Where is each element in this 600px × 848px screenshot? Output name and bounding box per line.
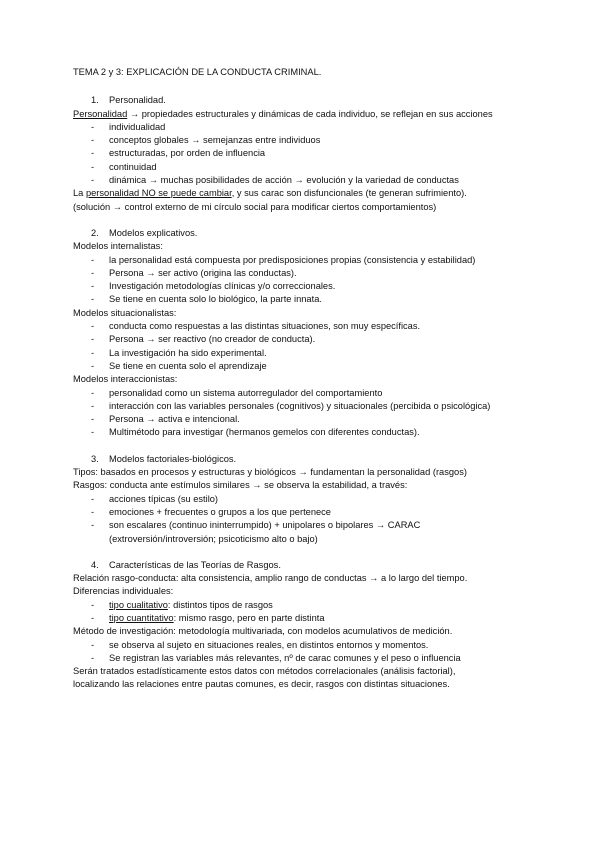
group-label: Modelos situacionalistas: xyxy=(73,307,177,318)
section-4-heading: 4. Características de las Teorías de Rasgos. xyxy=(91,559,281,570)
metodo-line: Método de investigación: metodología multivariada, con modelos acumulativos de medición. xyxy=(73,626,453,637)
list-item: - conducta como respuestas a las distintas situaciones, son muy específicas. xyxy=(91,321,421,332)
list-item: - tipo cualitativo: distintos tipos de rasgos xyxy=(91,599,273,610)
list-item: - acciones típicas (su estilo) xyxy=(91,493,219,504)
list-item: - personalidad como un sistema autorregulador del comportamiento xyxy=(91,387,383,398)
document-page xyxy=(73,66,553,692)
list-item: - dinámica → muchas posibilidades de acción → evolución y la variedad de conductas xyxy=(91,175,459,186)
section-1-heading: 1. Personalidad. xyxy=(91,95,166,106)
diferencias-label: Diferencias individuales: xyxy=(73,586,174,597)
final-paragraph-line-1: Serán tratados estadísticamente estos datos con métodos correlacionales (análisis factorial), xyxy=(73,666,456,677)
list-item-continuation: (extroversión/introversión; psicoticismo alto o bajo) xyxy=(109,533,318,544)
list-item: - individualidad xyxy=(91,121,166,132)
group-label: Modelos interaccionistas: xyxy=(73,374,178,385)
list-item: - continuidad xyxy=(91,161,157,172)
list-item: - La investigación ha sido experimental. xyxy=(91,347,267,358)
list-item: - son escalares (continuo ininterrumpido) + unipolares o bipolares → CARAC xyxy=(91,520,421,531)
solution-note: (solución → control externo de mi círculo social para modificar ciertos comportamientos) xyxy=(73,201,437,212)
section-3-heading: 3. Modelos factoriales-biológicos. xyxy=(91,453,237,464)
section-2-heading: 2. Modelos explicativos. xyxy=(91,227,198,238)
personalidad-definition: Personalidad → propiedades estructurales y dinámicas de cada individuo, se reflejan en sus acciones xyxy=(73,108,493,119)
list-item: - Investigación metodologías clínicas y/o correccionales. xyxy=(91,281,336,292)
list-item: - Se registran las variables más relevantes, nº de carac comunes y el peso o influencia xyxy=(91,652,461,663)
list-item: - conceptos globales → semejanzas entre individuos xyxy=(91,135,321,146)
list-item: - la personalidad está compuesta por predisposiciones propias (consistencia y estabilidad) xyxy=(91,254,476,265)
group-label: Modelos internalistas: xyxy=(73,241,163,252)
list-item: - tipo cuantitativo: mismo rasgo, pero en parte distinta xyxy=(91,612,325,623)
list-item: - se observa al sujeto en situaciones reales, en distintos entornos y momentos. xyxy=(91,639,429,650)
list-item: - Se tiene en cuenta solo el aprendizaje xyxy=(91,360,267,371)
list-item: - emociones + frecuentes o grupos a los que pertenece xyxy=(91,506,331,517)
document-title: TEMA 2 y 3: EXPLICACIÓN DE LA CONDUCTA CRIMINAL. xyxy=(73,67,322,77)
final-paragraph-line-2: localizando las relaciones entre pautas comunes, es decir, rasgos con distintas situaciones. xyxy=(73,679,450,690)
tipos-line: Tipos: basados en procesos y estructuras y biológicos → fundamentan la personalidad (rasgos) xyxy=(73,467,467,478)
personalidad-note: La personalidad NO se puede cambiar, y sus carac son disfuncionales (te generan sufrimiento). xyxy=(73,188,467,199)
rasgos-line: Rasgos: conducta ante estímulos similares → se observa la estabilidad, a través: xyxy=(73,480,408,491)
list-item: - interacción con las variables personales (cognitivos) y situacionales (percibida o psicológica) xyxy=(91,400,491,411)
list-item: - Multimétodo para investigar (hermanos gemelos con diferentes conductas). xyxy=(91,427,420,438)
list-item: - Se tiene en cuenta solo lo biológico, la parte innata. xyxy=(91,294,322,305)
relacion-line: Relación rasgo-conducta: alta consistencia, amplio rango de conductas → a lo largo del tiempo. xyxy=(73,573,468,584)
list-item: - Persona → ser reactivo (no creador de conducta). xyxy=(91,334,316,345)
list-item: - Persona → activa e intencional. xyxy=(91,414,240,425)
list-item: - estructuradas, por orden de influencia xyxy=(91,148,266,159)
list-item: - Persona → ser activo (origina las conductas). xyxy=(91,267,297,278)
